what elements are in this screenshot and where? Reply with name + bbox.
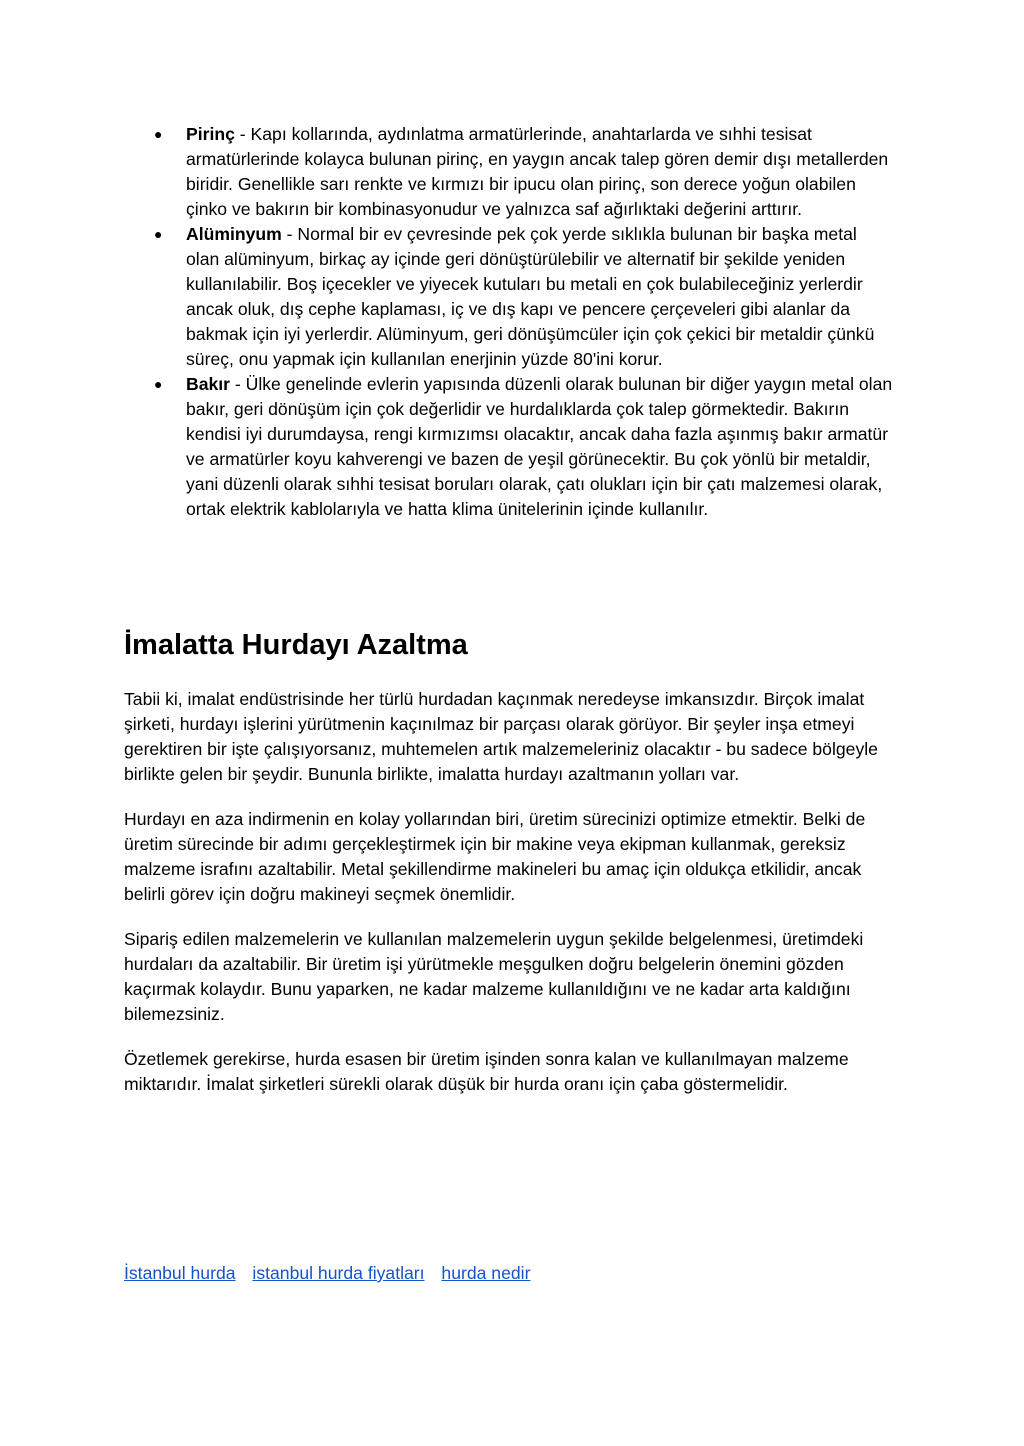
paragraph-summary: Özetlemek gerekirse, hurda esasen bir üretim işinden sonra kalan ve kullanılmayan malzeme miktarıdır. İmalat şirketleri sürekli olarak düşük bir hurda oranı için çaba göstermelidir. [124, 1049, 849, 1094]
bullet-marker: ● [154, 376, 163, 392]
link-istanbul-hurda-fiyatlari[interactable]: istanbul hurda fiyatları [252, 1263, 425, 1283]
bullet-marker: ● [154, 226, 163, 242]
bullet-title: Alüminyum [186, 224, 282, 244]
section-body [124, 687, 896, 1117]
link-hurda-nedir[interactable]: hurda nedir [441, 1263, 531, 1283]
list-item-brass [124, 122, 894, 222]
bullet-text: - Normal bir ev çevresinde pek çok yerde sıklıkla bulunan bir başka metal olan alüminyum, birkaç ay içinde geri dönüştürülebilir ve alternatif bir şekilde yeniden kullanılabilir. Boş içecekler ve yiyecek kutuları bu metali en çok bulabileceğiniz yerlerdir ancak oluk, dış cephe kaplaması, iç ve dış kapı ve pencere çerçeveleri gibi alanlar da bakmak için iyi yerlerdir. Alüminyum, geri dönüşümcüler için çok çekici bir metaldir çünkü süreç, onu yapmak için kullanılan enerjinin yüzde 80'ini korur. [186, 224, 875, 369]
link-istanbul-hurda[interactable]: İstanbul hurda [124, 1263, 236, 1283]
bullet-marker: ● [154, 126, 163, 142]
bullet-title: Pirinç [186, 124, 235, 144]
paragraph-intro: Tabii ki, imalat endüstrisinde her türlü hurdadan kaçınmak neredeyse imkansızdır. Birçok imalat şirketi, hurdayı işlerini yürütmenin kaçınılmaz bir parçası olarak görüyor. Bir şeyler inşa etmeyi gerektiren bir işte çalışıyorsanız, muhtemelen artık malzemeleriniz olacaktır - bu sadece bölgeyle birlikte gelen bir şeydir. Bununla birlikte, imalatta hurdayı azaltmanın yolları var. [124, 689, 878, 784]
bullet-title: Bakır [186, 374, 231, 394]
paragraph-documentation: Sipariş edilen malzemelerin ve kullanılan malzemelerin uygun şekilde belgelenmesi, üretimdeki hurdaları da azaltabilir. Bir üretim işi yürütmekle meşgulken doğru belgelerin önemini gözden kaçırmak kolaydır. Bunu yaparken, ne kadar malzeme kullanıldığını ve ne kadar arta kaldığını bilemezsiniz. [124, 929, 864, 1024]
section-heading: İmalatta Hurdayı Azaltma [124, 629, 468, 661]
list-item-copper [124, 372, 894, 522]
bullet-text: - Ülke genelinde evlerin yapısında düzenli olarak bulunan bir diğer yaygın metal olan bakır, geri dönüşüm için çok değerlidir ve hurdalıklarda çok talep görmektedir. Bakırın kendisi iyi durumdaysa, rengi kırmızımsı olacaktır, ancak daha fazla aşınmış bakır armatür ve armatürler koyu kahverengi ve bazen de yeşil görünecektir. Bu çok yönlü bir metaldir, yani düzenli olarak sıhhi tesisat boruları olarak, çatı olukları için bir çatı malzemesi olarak, ortak elektrik kablolarıyla ve hatta klima ünitelerinin içinde kullanılır. [186, 374, 893, 519]
metal-bullet-list [124, 122, 894, 522]
paragraph-optimize: Hurdayı en aza indirmenin en kolay yollarından biri, üretim sürecinizi optimize etmektir. Belki de üretim sürecinde bir adımı gerçekleştirmek için bir makine veya ekipman kullanmak, gereksiz malzeme israfını azaltabilir. Metal şekillendirme makineleri bu amaç için oldukça etkilidir, ancak belirli görev için doğru makineyi seçmek önemlidir. [124, 809, 866, 904]
footer-links [124, 1261, 542, 1286]
bullet-text: - Kapı kollarında, aydınlatma armatürlerinde, anahtarlarda ve sıhhi tesisat armatürlerinde kolayca bulunan pirinç, en yaygın ancak talep gören demir dışı metallerden biridir. Genellikle sarı renkte ve kırmızı bir ipucu olan pirinç, son derece yoğun olabilen çinko ve bakırın bir kombinasyonudur ve yalnızca saf ağırlıktaki değerini arttırır. [186, 124, 889, 219]
list-item-aluminum [124, 222, 894, 372]
